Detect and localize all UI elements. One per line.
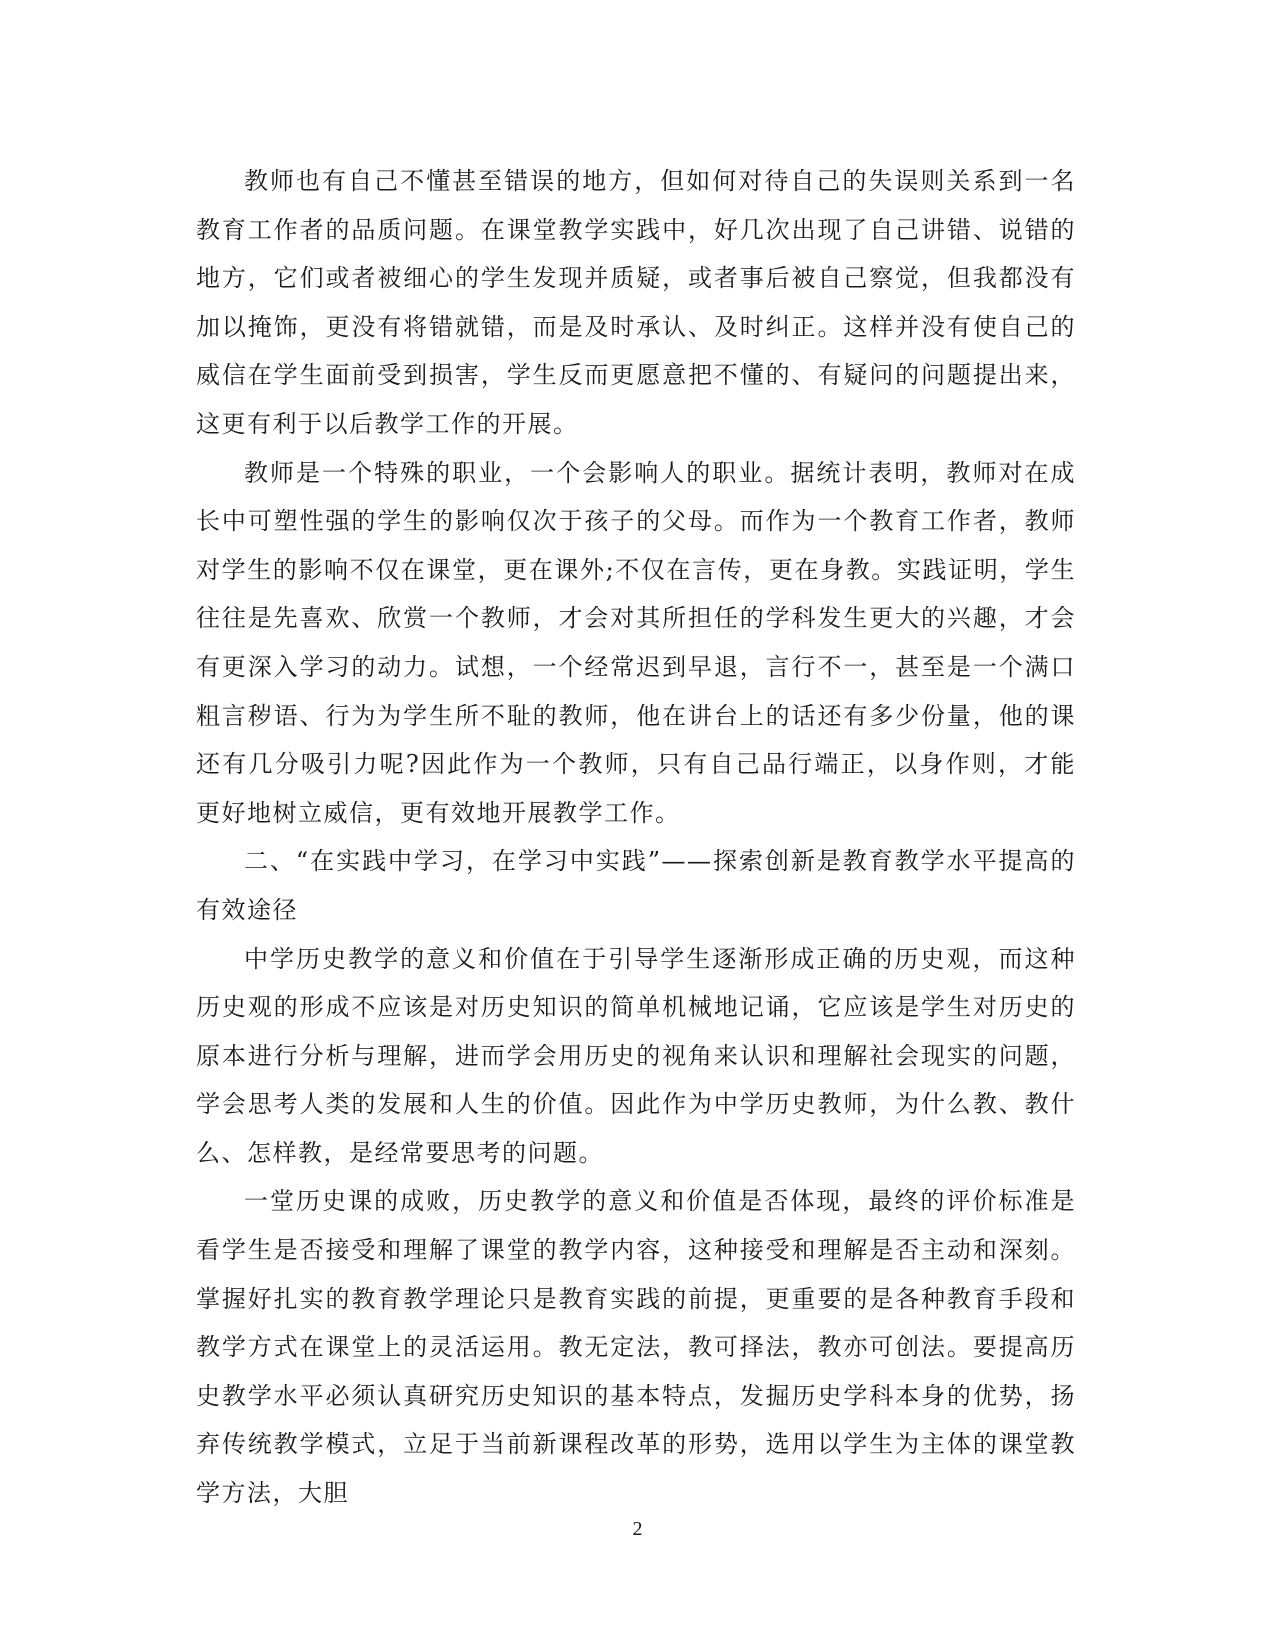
page-number: 2 bbox=[632, 1518, 643, 1540]
section-heading-practice-learning: 二、“在实践中学习，在学习中实践”——探索创新是教育教学水平提高的有效途径 bbox=[196, 847, 1076, 924]
paragraph-teacher-profession: 教师是一个特殊的职业，一个会影响人的职业。据统计表明，教师对在成长中可塑性强的学生的影响仅次于孩子的父母。而作为一个教育工作者，教师对学生的影响不仅在课堂，更在课外;不仅在言传，更在身教。实践证明，学生往往是先喜欢、欣赏一个教师，才会对其所担任的学科发生更大的兴趣，才会有更深入学习的动力。试想，一个经常迟到早退，言行不一，甚至是一个满口粗言秽语、行为为学生所不耻的教师，他在讲台上的话还有多少份量，他的课还有几分吸引力呢?因此作为一个教师，只有自己品行端正，以身作则，才能更好地树立威信，更有效地开展教学工作。 bbox=[196, 458, 1076, 827]
paragraph-teacher-mistakes: 教师也有自己不懂甚至错误的地方，但如何对待自己的失误则关系到一名教育工作者的品质问题。在课堂教学实践中，好几次出现了自己讲错、说错的地方，它们或者被细心的学生发现并质疑，或者事后被自己察觉，但我都没有加以掩饰，更没有将错就错，而是及时承认、及时纠正。这样并没有使自己的威信在学生面前受到损害，学生反而更愿意把不懂的、有疑问的问题提出来，这更有利于以后教学工作的开展。 bbox=[196, 167, 1076, 438]
document-body bbox=[196, 157, 1076, 1518]
paragraph-history-class-success: 一堂历史课的成败，历史教学的意义和价值是否体现，最终的评价标准是看学生是否接受和理解了课堂的教学内容，这种接受和理解是否主动和深刻。掌握好扎实的教育教学理论只是教育实践的前提，更重要的是各种教育手段和教学方式在课堂上的灵活运用。教无定法，教可择法，教亦可创法。要提高历史教学水平必须认真研究历史知识的基本特点，发掘历史学科本身的优势，扬弃传统教学模式，立足于当前新课程改革的形势，选用以学生为主体的课堂教学方法，大胆 bbox=[196, 1187, 1076, 1508]
paragraph-history-teaching-meaning: 中学历史教学的意义和价值在于引导学生逐渐形成正确的历史观，而这种历史观的形成不应该是对历史知识的简单机械地记诵，它应该是学生对历史的原本进行分析与理解，进而学会用历史的视角来认识和理解社会现实的问题，学会思考人类的发展和人生的价值。因此作为中学历史教师，为什么教、教什么、怎样教，是经常要思考的问题。 bbox=[196, 944, 1076, 1167]
